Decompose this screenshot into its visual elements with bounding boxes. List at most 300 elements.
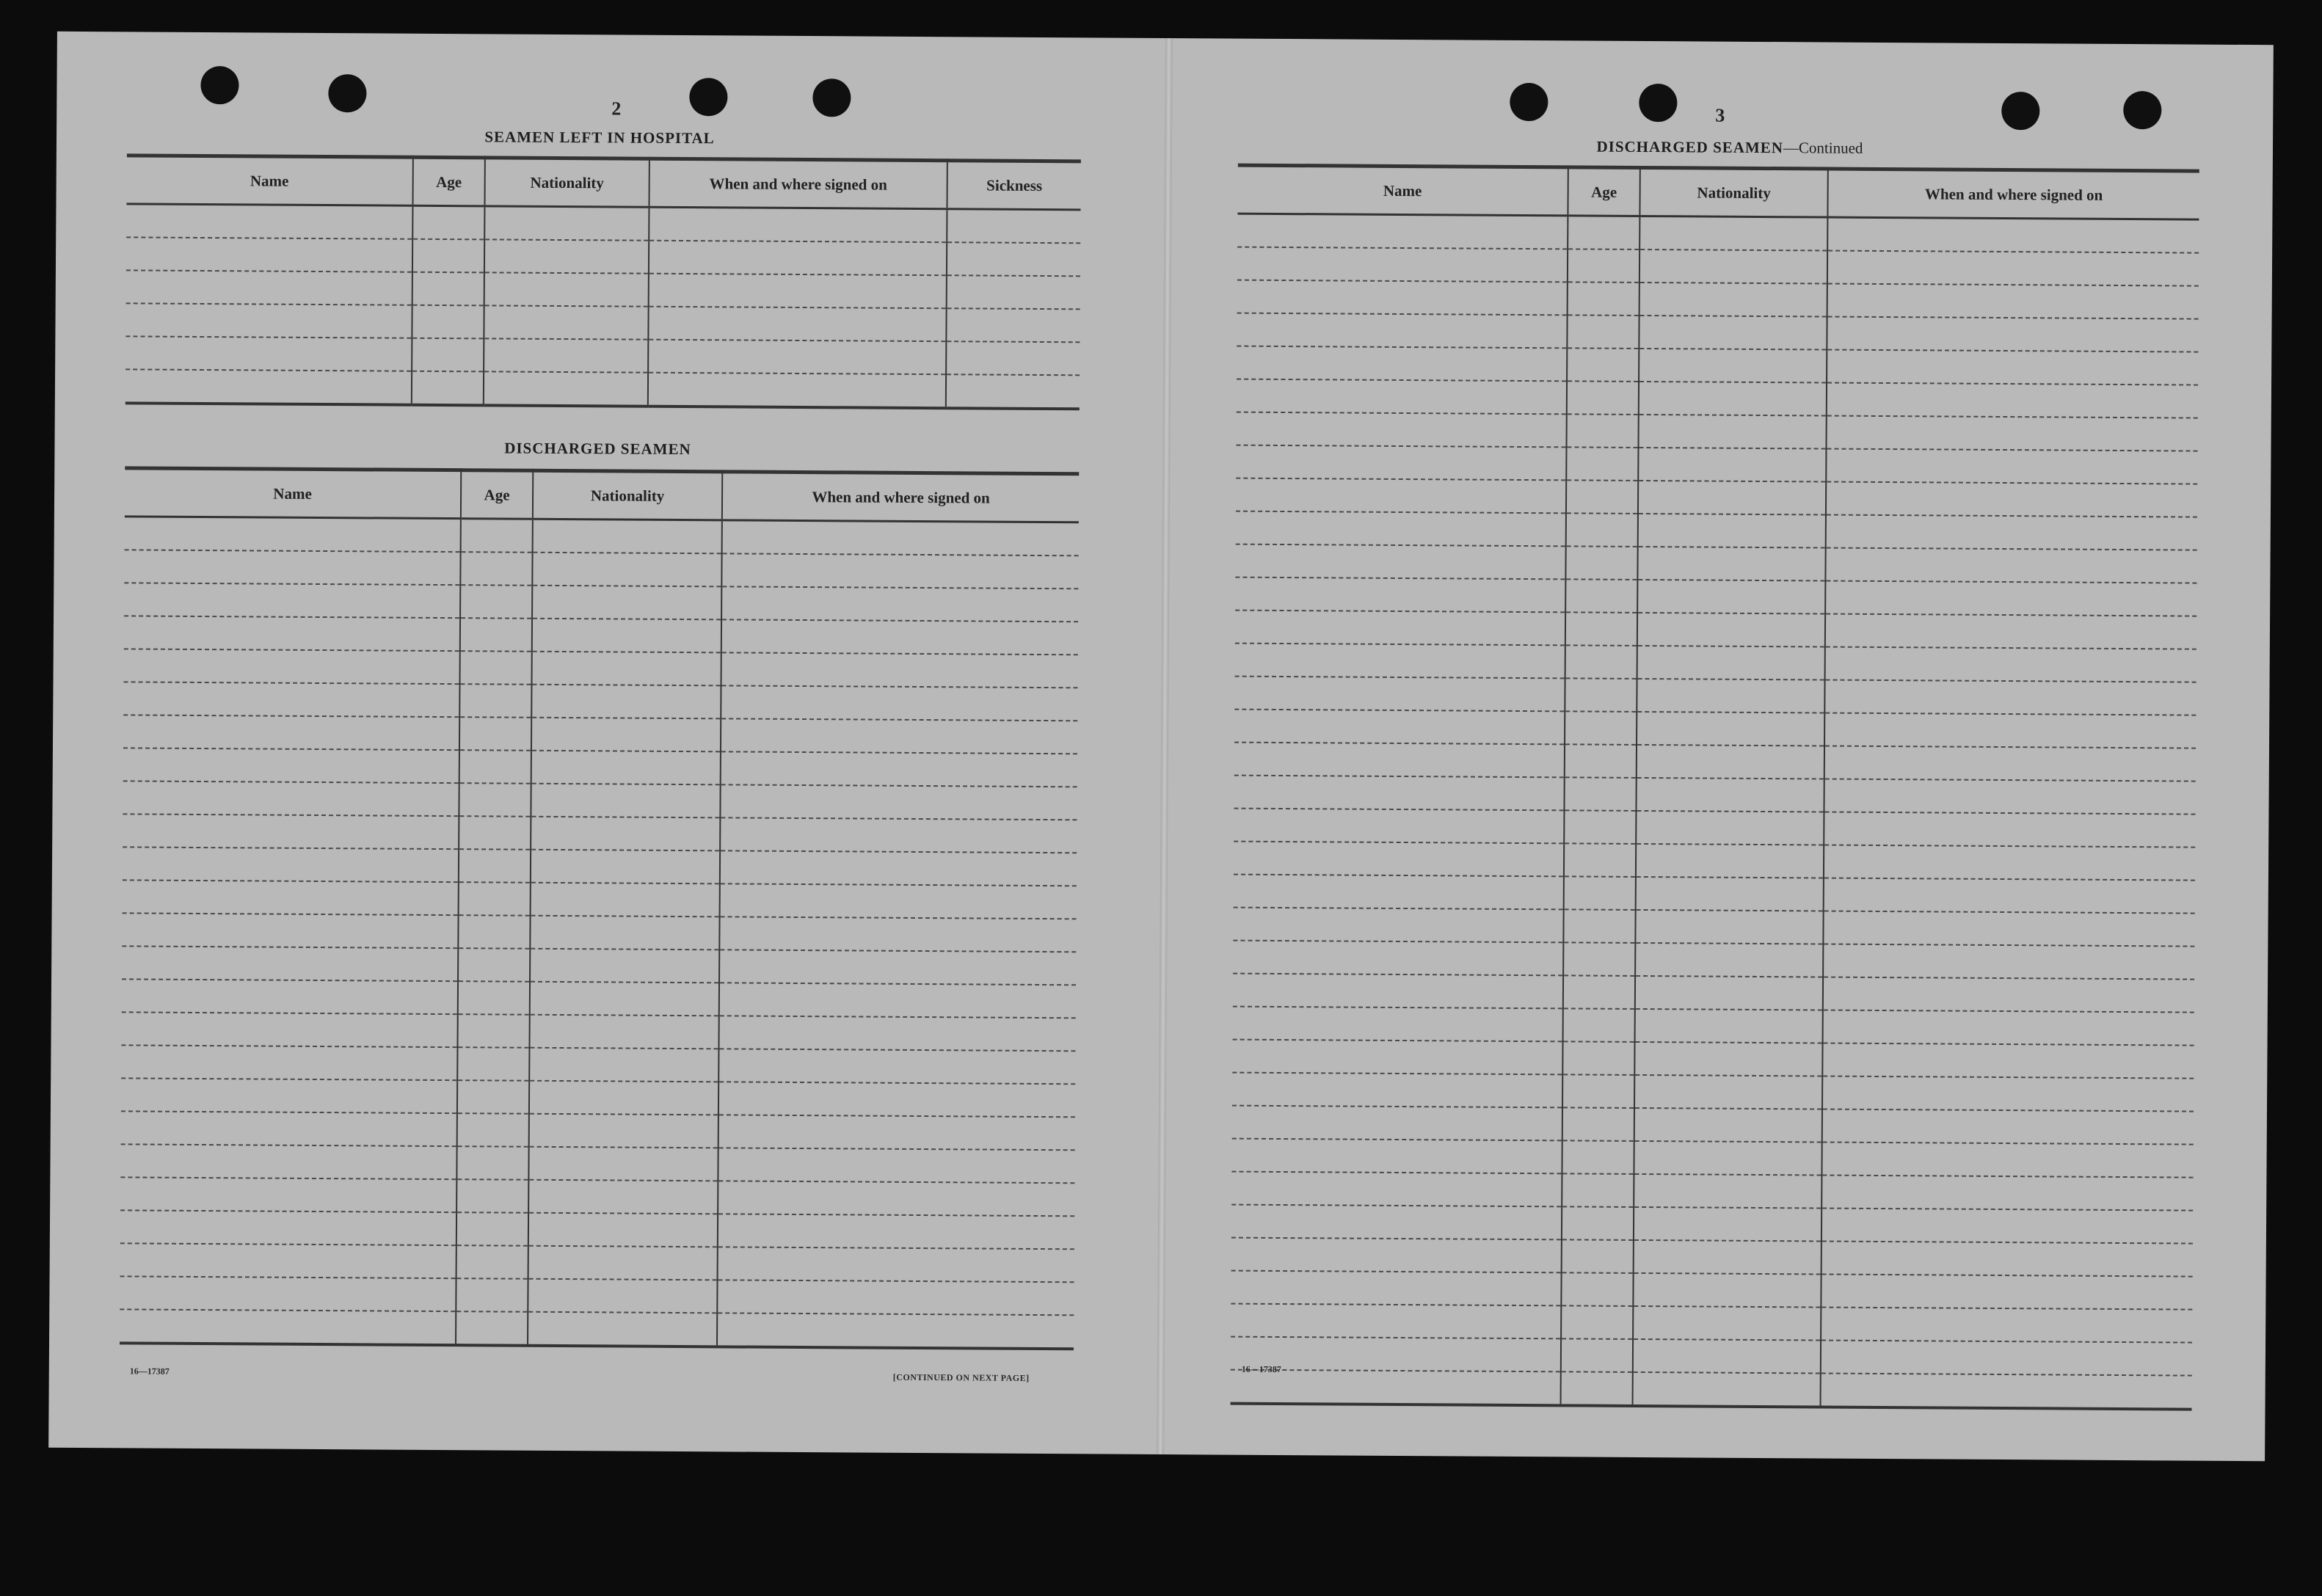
page-number-right: 3 [1715,104,1725,126]
table-cell [1634,1174,1821,1209]
table-cell [460,651,532,685]
table-cell [1821,1275,2192,1310]
table-cell [649,207,947,242]
table-cell [1637,745,1824,779]
table-cell [719,983,1076,1018]
table-row [1231,1271,2192,1310]
table-cell [123,682,459,717]
table-cell [1826,416,2197,451]
table-cell [528,1279,717,1313]
table-row [122,979,1076,1018]
table-cell [1822,1043,2194,1079]
column-header: Name [1237,165,1568,216]
table-cell [121,1078,457,1113]
discharged-table [120,466,1079,1350]
column-header: Name [125,468,461,519]
table-cell [1234,875,1564,910]
table-cell [721,685,1077,721]
table-cell [123,748,459,783]
table-row [1237,247,2199,286]
table-cell [528,1147,718,1181]
discharged-continued-table [1231,164,2199,1411]
table-row [1233,941,2194,980]
table-cell [1568,249,1639,283]
punch-hole [1510,83,1548,121]
table-cell [125,517,461,552]
table-cell [719,917,1076,952]
table-cell [125,303,412,338]
table-cell [1824,779,2195,815]
table-cell [1821,1209,2193,1244]
table-cell [1827,350,2198,385]
table-row [120,1309,1074,1349]
table-cell [718,1082,1075,1117]
table-row [126,270,1080,309]
table-cell [1823,977,2194,1013]
table-cell [528,1312,717,1347]
table-row [1235,544,2197,583]
table-cell [1635,943,1823,977]
table-cell [1237,346,1567,382]
table-cell [459,849,531,883]
table-row [125,336,1080,375]
table-cell [1237,280,1568,316]
table-cell [1234,809,1564,844]
table-cell [412,272,484,306]
table-cell [484,239,649,273]
table-row [1236,511,2197,550]
table-row [123,715,1077,754]
table-cell [1823,911,2194,947]
table-cell [529,1081,718,1115]
table-cell [1237,379,1567,415]
table-cell [1563,975,1635,1009]
table-cell [1634,1207,1821,1242]
table-cell [947,275,1080,309]
table-row [1232,1073,2194,1112]
table-cell [460,618,532,652]
table-cell [1563,909,1635,943]
table-cell [1566,513,1638,547]
table-cell [1235,544,1565,580]
table-row [1237,379,2198,418]
table-row [1237,214,2199,253]
table-cell [719,950,1076,985]
table-row [1234,809,2195,848]
table-cell [1637,613,1825,647]
punch-hole [812,79,851,117]
table-cell [1562,1239,1634,1273]
table-row [1237,346,2198,385]
table-cell [1564,843,1636,877]
table-cell [1232,1106,1562,1141]
table-cell [722,520,1079,555]
table-cell [1235,577,1565,613]
table-cell [126,237,412,272]
table-row [121,1078,1075,1117]
table-cell [1235,644,1565,679]
discharged-continued-title-main: DISCHARGED SEAMEN [1596,137,1784,157]
table-cell [1825,614,2197,649]
table-row [1231,1172,2193,1211]
table-cell [1633,1372,1821,1407]
table-cell [1232,1073,1562,1108]
table-cell [1639,283,1827,317]
table-cell [1636,778,1824,812]
table-cell [484,371,648,406]
table-cell [1634,1042,1822,1076]
table-row [1236,445,2197,484]
table-cell [484,206,649,241]
table-cell [1824,812,2195,848]
table-row [1235,644,2197,682]
column-header: Age [461,470,533,520]
punch-hole [689,78,727,116]
table-row [1235,611,2197,649]
punch-hole [2123,91,2161,129]
table-row [1234,842,2195,881]
table-cell [456,1212,528,1246]
table-cell [120,1144,456,1179]
table-cell [1634,1240,1821,1275]
table-cell [456,1245,528,1279]
table-cell [121,1111,457,1146]
table-cell [1824,713,2196,748]
table-cell [459,717,531,751]
table-cell [124,616,460,651]
table-cell [1565,579,1637,613]
continued-note: [CONTINUED ON NEXT PAGE] [892,1371,1030,1383]
table-row [1236,478,2197,517]
table-cell [1638,415,1826,449]
table-cell [946,308,1080,342]
table-cell [1635,910,1823,944]
table-cell [1638,481,1826,515]
table-row [121,1111,1075,1150]
table-cell [125,369,412,404]
table-cell [1234,743,1565,778]
table-cell [531,751,721,785]
table-cell [1822,1109,2194,1145]
table-cell [1568,216,1639,249]
table-cell [1635,976,1823,1010]
punch-hole [2001,92,2039,130]
table-cell [721,553,1078,589]
table-cell [717,1313,1074,1349]
column-header: Sickness [947,161,1080,210]
hospital-section-title: SEAMEN LEFT IN HOSPITAL [484,128,715,147]
table-cell [1634,1141,1821,1176]
table-cell [1639,382,1827,416]
table-cell [1231,1139,1562,1174]
table-cell [1236,478,1566,514]
table-cell [1827,251,2199,286]
table-cell [460,552,532,586]
table-cell [125,336,412,371]
table-cell [1231,1271,1561,1306]
table-cell [1235,611,1565,646]
table-cell [531,652,721,686]
table-row [124,616,1078,655]
table-cell [120,1243,456,1278]
table-cell [120,1276,456,1311]
table-cell [412,371,484,406]
table-cell [718,1148,1074,1183]
table-row [120,1210,1074,1249]
table-row [122,913,1076,952]
table-cell [457,1113,529,1147]
table-cell [1565,612,1637,646]
table-cell [1633,1306,1821,1341]
table-cell [1821,1242,2193,1277]
table-cell [124,550,460,585]
table-row [124,550,1078,589]
table-cell [530,916,719,950]
table-cell [484,305,648,339]
table-cell [1637,679,1824,713]
table-cell [1237,247,1568,283]
table-cell [1827,284,2199,319]
table-cell [531,883,720,917]
table-cell [1565,744,1637,778]
table-cell [1561,1338,1633,1372]
table-cell [120,1210,456,1245]
table-row [1234,743,2196,781]
table-cell [721,652,1077,688]
table-row [1234,875,2195,914]
table-cell [1562,1107,1634,1141]
table-cell [1827,217,2199,253]
table-cell [1639,216,1827,250]
table-cell [1634,1108,1822,1143]
table-cell [457,1047,529,1081]
table-cell [1827,383,2198,418]
table-cell [1637,547,1825,581]
discharged-section-title: DISCHARGED SEAMEN [504,439,691,459]
table-cell [1567,348,1639,382]
table-cell [120,1309,456,1345]
table-cell [1236,511,1566,547]
table-cell [461,519,533,553]
table-cell [1564,810,1636,844]
punch-hole [1639,84,1677,122]
table-cell [1567,315,1639,349]
discharged-continued-title-suffix: —Continued [1783,139,1863,157]
table-cell [1633,1339,1821,1374]
table-cell [1822,1076,2194,1112]
table-row [125,303,1080,342]
table-cell [1566,480,1638,514]
table-cell [123,814,459,849]
table-row [125,369,1080,409]
punch-hole [328,74,366,112]
table-cell [1567,381,1639,415]
table-cell [1233,908,1563,943]
form-code-right: 16—17387 [1241,1363,1281,1375]
table-cell [1563,1008,1635,1042]
table-cell [720,784,1077,820]
table-cell [1824,878,2195,914]
table-cell [530,949,719,983]
table-cell [529,1114,718,1148]
table-cell [649,274,947,308]
table-cell [1826,482,2197,517]
table-row [1231,1370,2192,1410]
table-cell [648,340,946,374]
table-cell [456,1311,528,1346]
table-cell [1826,449,2197,484]
table-cell [721,619,1078,655]
table-cell [1637,580,1825,614]
table-row [124,649,1078,688]
table-cell [1232,1040,1562,1075]
table-cell [1566,447,1638,481]
table-cell [123,715,459,750]
table-row [121,1012,1075,1051]
table-cell [718,1247,1074,1282]
table-cell [718,1214,1074,1249]
table-cell [721,751,1077,787]
table-cell [1233,941,1563,976]
table-cell [720,817,1077,853]
table-row [1237,280,2199,319]
table-cell [121,1045,457,1080]
table-cell [456,1278,528,1312]
table-row [1231,1139,2193,1178]
table-row [1231,1205,2193,1244]
table-cell [531,784,720,818]
table-cell [1824,845,2195,881]
table-cell [532,553,721,587]
table-cell [1821,1374,2192,1410]
form-code-left: 16—17387 [129,1366,170,1377]
table-cell [718,1181,1074,1216]
table-cell [1823,944,2194,980]
table-cell [528,1213,718,1247]
table-cell [1231,1172,1562,1207]
table-row [1234,677,2196,715]
column-header: Nationality [533,470,722,520]
table-cell [1564,876,1636,910]
column-header: When and where signed on [1827,169,2199,219]
column-header: Name [126,156,412,205]
table-cell [1234,710,1565,745]
table-cell [648,373,946,408]
table-cell [123,847,459,882]
table-cell [532,619,721,653]
table-row [121,1045,1075,1084]
table-cell [1562,1173,1634,1207]
table-cell [528,1180,718,1214]
table-row [123,748,1077,787]
table-row [1231,1238,2193,1277]
table-cell [1562,1206,1634,1240]
table-cell [1565,546,1637,580]
table-cell [1821,1176,2193,1211]
discharged-continued-title [1231,136,2229,160]
punch-hole [200,66,239,104]
table-cell [1637,712,1824,746]
page-fold [1157,38,1173,1454]
table-cell [122,913,458,948]
table-cell [412,338,484,372]
table-row [123,814,1077,853]
table-cell [1234,776,1564,811]
table-cell [1562,1074,1634,1108]
table-cell [1561,1305,1633,1339]
table-cell [648,307,946,341]
table-row [1233,1007,2194,1046]
column-header: When and where signed on [722,472,1079,522]
table-cell [1237,214,1568,249]
table-cell [1565,711,1637,745]
table-row [122,946,1076,985]
table-cell [1639,316,1827,350]
table-cell [458,948,530,982]
table-cell [721,718,1077,754]
table-cell [531,850,720,884]
table-cell [1563,942,1635,976]
table-cell [1635,1009,1823,1043]
table-row [120,1276,1074,1315]
table-cell [947,242,1080,276]
table-row [125,517,1079,555]
table-cell [529,1048,718,1082]
page-number-left: 2 [611,98,622,120]
table-row [120,1144,1074,1183]
table-cell [718,1049,1075,1084]
table-cell [532,586,721,620]
table-cell [1639,249,1827,284]
table-cell [1825,548,2197,583]
table-cell [1237,412,1567,448]
table-cell [456,1146,528,1180]
table-cell [1823,1010,2194,1046]
table-cell [528,1246,718,1280]
table-row [123,880,1077,919]
table-cell [531,718,721,752]
table-cell [412,305,484,339]
table-row [1231,1304,2192,1343]
table-row [120,1243,1074,1282]
table-row [1232,1106,2194,1145]
table-cell [460,585,532,619]
table-row [126,237,1080,276]
table-row [124,583,1078,622]
table-cell [946,341,1080,375]
table-cell [1636,844,1824,878]
table-cell [1821,1308,2192,1343]
table-cell [1234,677,1565,712]
table-cell [1636,877,1824,911]
table-cell [1231,1238,1562,1273]
table-cell [1639,349,1827,383]
table-cell [412,205,484,239]
scanned-form-sheet [48,32,2274,1461]
table-cell [1236,445,1566,481]
table-cell [1636,811,1824,845]
table-cell [1568,282,1639,316]
table-cell [531,817,720,851]
table-cell [123,781,459,816]
table-row [1231,1337,2192,1376]
table-cell [459,882,531,916]
table-cell [122,979,458,1014]
table-cell [124,649,460,684]
table-cell [1561,1272,1633,1306]
table-cell [1827,317,2198,352]
table-cell [1638,448,1826,482]
